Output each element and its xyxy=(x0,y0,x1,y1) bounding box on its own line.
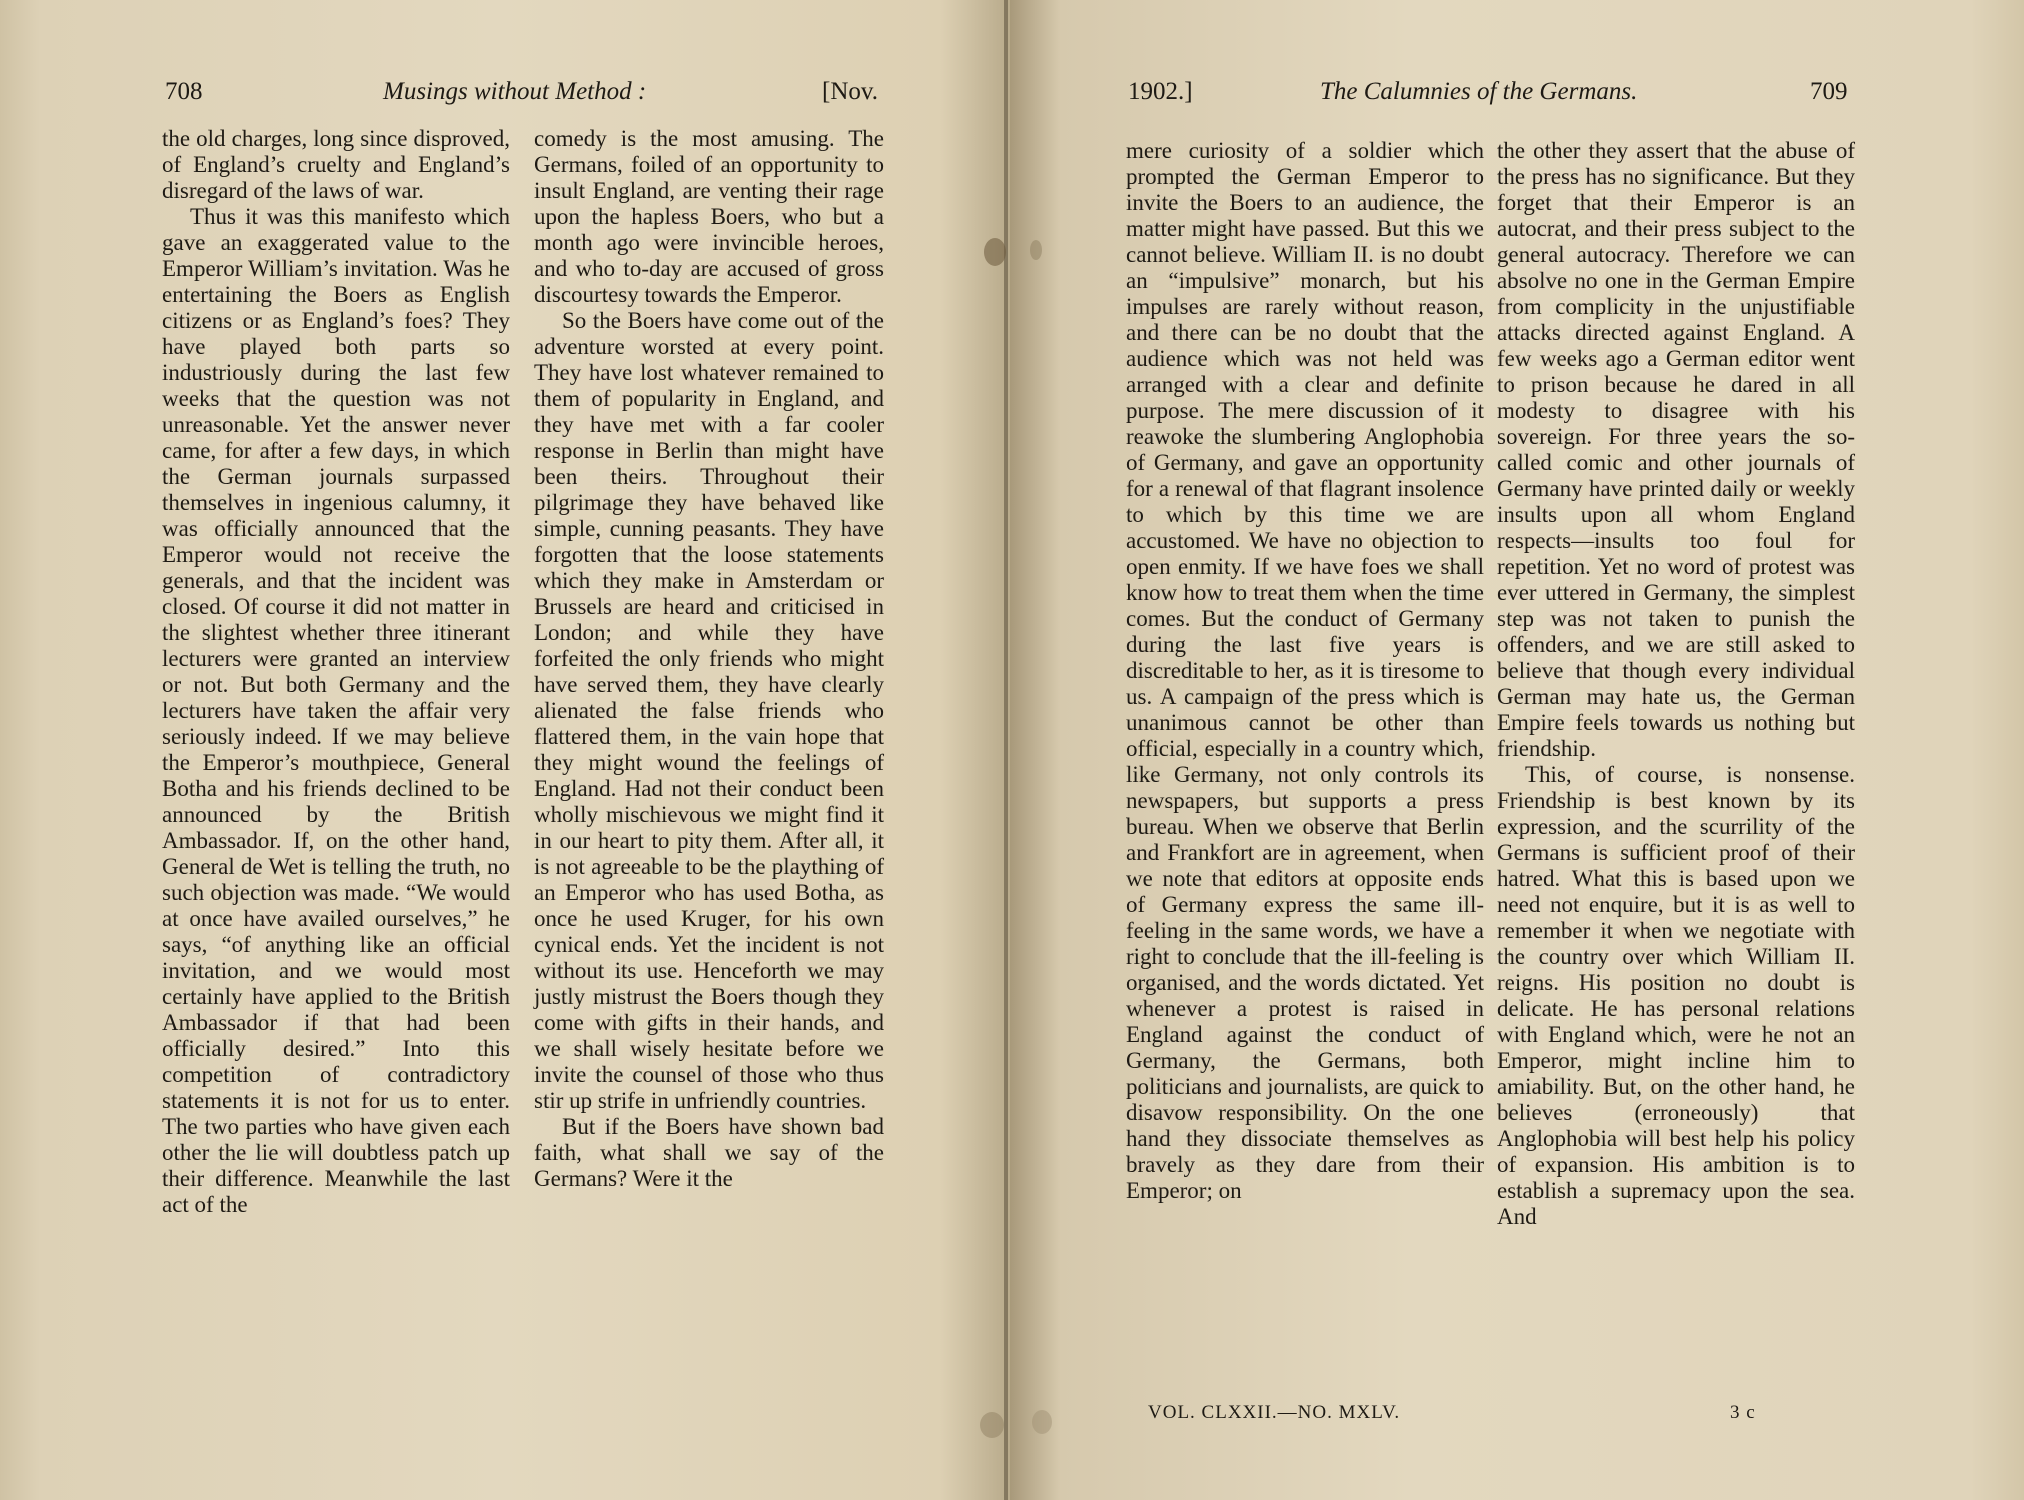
binding-hole-mark xyxy=(980,1412,1004,1438)
left-page xyxy=(0,0,1010,1500)
volume-footer: VOL. CLXXII.—NO. MXLV. xyxy=(1148,1402,1401,1423)
paragraph: comedy is the most amusing. The Germans, foiled of an opportunity to insult England, are venting their rage upon the hapless Boers, who but a month ago were invincible heroes, and who to-day are accused of gross discourtesy towards the Emperor. xyxy=(534,126,884,307)
paragraph: This, of course, is nonsense. Friendship is best known by its expression, and the scurrility of the Germans is sufficient proof of their hatred. What this is based upon we need not enquire, but it is as well to remember it when we negotiate with the country over which William II. reigns. His position no doubt is delicate. He has personal relations with England which, were he not an Emperor, might incline him to amiability. But, on the other hand, he believes (erroneously) that Anglophobia will best help his policy of expansion. His ambition is to establish a supremacy upon the sea. And xyxy=(1497,762,1855,1229)
text-column-right-1 xyxy=(1126,138,1484,1204)
book-gutter xyxy=(1004,0,1008,1500)
binding-hole-mark xyxy=(1032,1410,1052,1434)
binding-hole-mark xyxy=(984,238,1006,266)
page-number-right: 709 xyxy=(1810,78,1848,105)
running-title-left: Musings without Method : xyxy=(383,78,647,105)
paragraph: Thus it was this manifesto which gave an exaggerated value to the Emperor William’s invitation. Was he entertaining the Boers as English citizens or as England’s foes? They have played both parts so industriously during the last few weeks that the question was not unreasonable. Yet the answer never came, for after a few days, in which the German journals surpassed themselves in ingenious calumny, it was officially announced that the Emperor would not receive the generals, and that the incident was closed. Of course it did not matter in the slightest whether three itinerant lecturers were granted an interview or not. But both Germany and the lecturers have taken the affair very seriously indeed. If we may believe the Emperor’s mouthpiece, General Botha and his friends declined to be announced by the British Ambassador. If, on the other hand, General de Wet is telling the truth, no such objection was made. “We would at once have availed ourselves,” he says, “of anything like an official invitation, and we would most certainly have applied to the British Ambassador if that had been officially desired.” Into this competition of contradictory statements it is not for us to enter. The two parties who have given each other the lie will doubtless patch up their difference. Meanwhile the last act of the xyxy=(162,204,510,1217)
paragraph: the other they assert that the abuse of the press has no significance. But they forget that their Emperor is an autocrat, and their press subject to the general autocracy. Therefore we can absolve no one in the German Empire from complicity in the unjustifiable attacks directed against England. A few weeks ago a German editor went to prison because he dared in all modesty to disagree with his sovereign. For three years the so-called comic and other journals of Germany have printed daily or weekly insults upon all whom England respects—insults too foul for repetition. Yet no word of protest was ever uttered in Germany, the simplest step was not taken to punish the offenders, and we are still asked to believe that though every individual German may hate us, the German Empire feels towards us nothing but friendship. xyxy=(1497,138,1855,761)
date-label: [Nov. xyxy=(822,78,879,105)
paragraph: mere curiosity of a soldier which prompted the German Emperor to invite the Boers to an audience, the matter might have passed. But this we cannot believe. William II. is no doubt an “impulsive” monarch, but his impulses are rarely without reason, and there can be no doubt that the audience which was not held was arranged with a clear and definite purpose. The mere discussion of it reawoke the slumbering Anglophobia of Germany, and gave an opportunity for a renewal of that flagrant insolence to which by this time we are accustomed. We have no objection to open enmity. If we have foes we shall know how to treat them when the time comes. But the conduct of Germany during the last five years is discreditable to her, as it is tiresome to us. A campaign of the press which is unanimous cannot be other than official, especially in a country which, like Germany, not only controls its newspapers, but supports a press bureau. When we observe that Berlin and Frankfort are in agreement, when we note that editors at opposite ends of Germany express the same ill-feeling in the same words, we have a right to conclude that the ill-feeling is organised, and the words dictated. Yet whenever a protest is raised in England against the conduct of Germany, the Germans, both politicians and journalists, are quick to disavow responsibility. On the one hand they dissociate themselves as bravely as they dare from their Emperor; on xyxy=(1126,138,1484,1203)
running-title-right: The Calumnies of the Germans. xyxy=(1320,78,1638,105)
text-column-left-2 xyxy=(534,126,884,1192)
text-column-right-2 xyxy=(1497,138,1855,1230)
year-label: 1902.] xyxy=(1128,78,1193,105)
paragraph: So the Boers have come out of the adventure worsted at every point. They have lost whatever remained to them of popularity in England, and they have met with a far cooler response in Berlin than might have been theirs. Throughout their pilgrimage they have behaved like simple, cunning peasants. They have forgotten that the loose statements which they make in Amsterdam or Brussels are heard and criticised in London; and while they have forfeited the only friends who might have served them, they have clearly alienated the false friends who flattered them, in the vain hope that they might wound the feelings of England. Had not their conduct been wholly mischievous we might find it in our heart to pity them. After all, it is not agreeable to be the plaything of an Emperor who has used Botha, as once he used Kruger, for his own cynical ends. Yet the incident is not without its use. Henceforth we may justly mistrust the Boers though they come with gifts in their hands, and we shall wisely hesitate before we invite the counsel of those who thus stir up strife in unfriendly countries. xyxy=(534,308,884,1113)
paragraph: But if the Boers have shown bad faith, what shall we say of the Germans? Were it the xyxy=(534,1114,884,1191)
text-column-left-1 xyxy=(162,126,510,1218)
page-number-left: 708 xyxy=(165,78,203,105)
paragraph: the old charges, long since disproved, of England’s cruelty and England’s disregard of the laws of war. xyxy=(162,126,510,203)
binding-hole-mark xyxy=(1030,240,1042,260)
right-page xyxy=(1010,0,2024,1500)
signature-mark: 3 c xyxy=(1730,1402,1756,1423)
